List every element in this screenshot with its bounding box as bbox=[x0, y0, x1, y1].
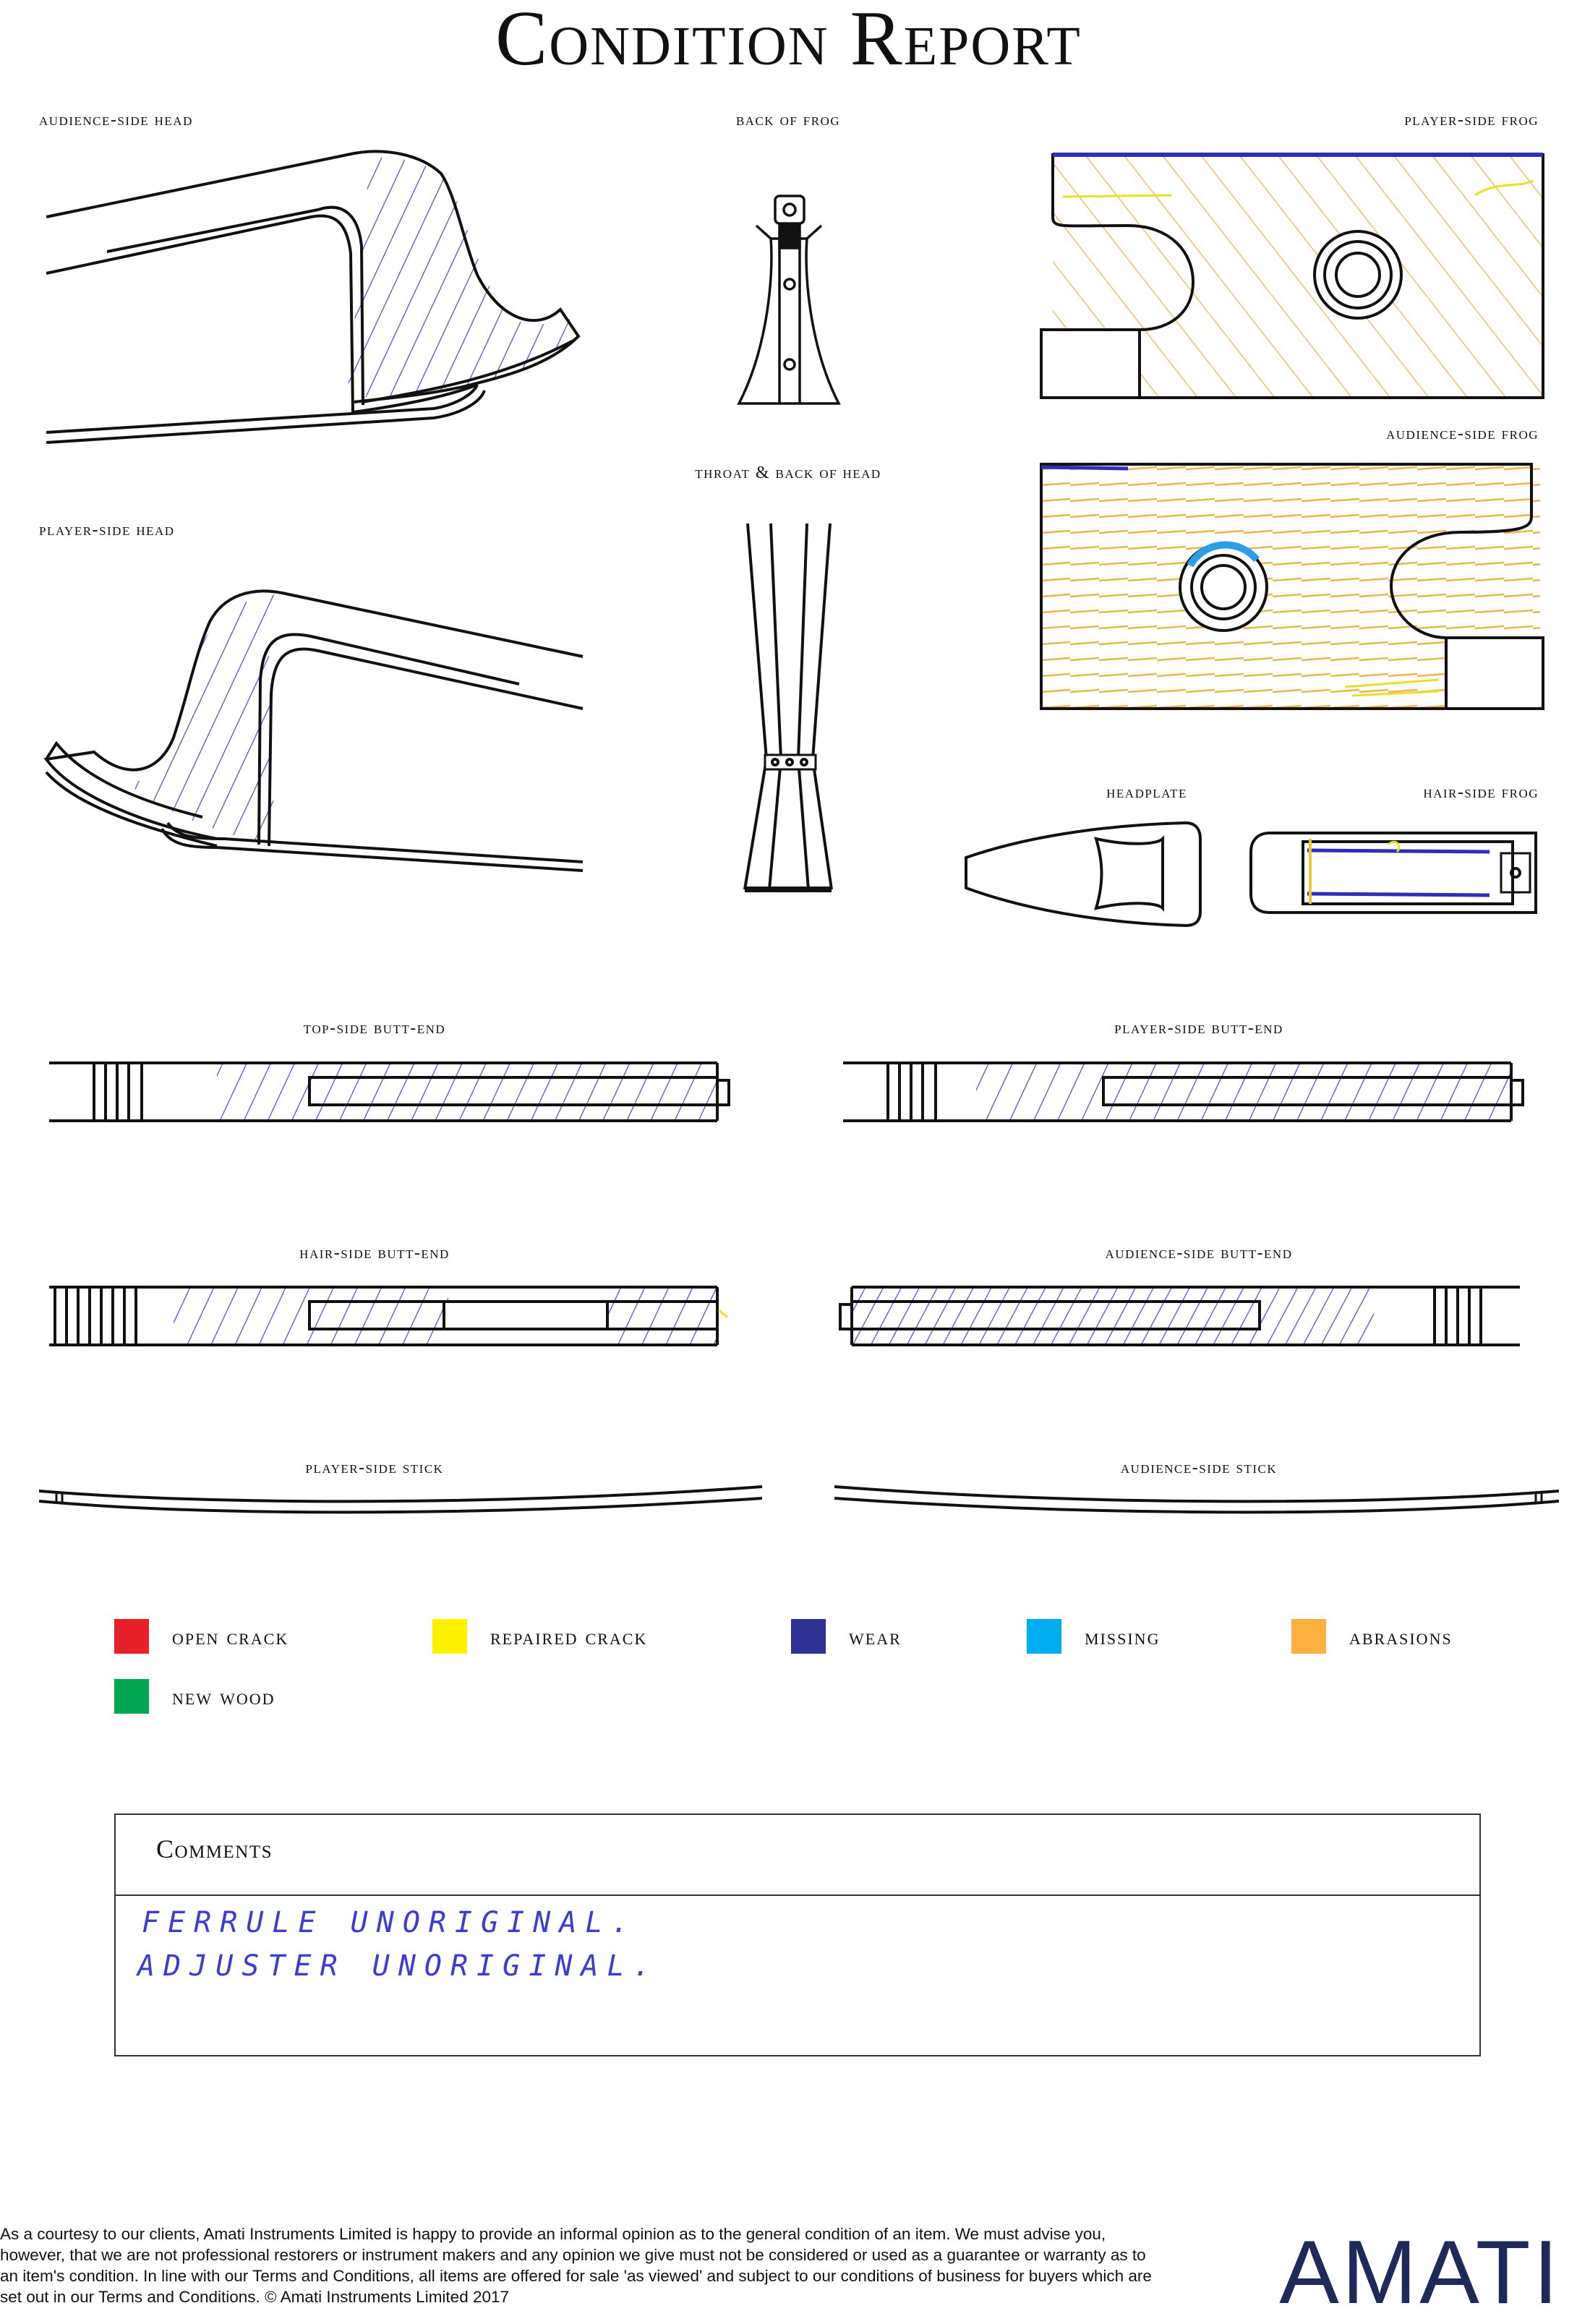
legend-label: missing bbox=[1085, 1623, 1161, 1649]
legend-label: wear bbox=[849, 1623, 902, 1649]
top-side-butt-end-drawing bbox=[49, 1063, 729, 1121]
legend-swatch-new-wood bbox=[114, 1679, 149, 1714]
label-player-side-frog: player-side frog bbox=[1404, 111, 1539, 129]
comments-header bbox=[116, 1815, 1479, 1896]
legend-label: open crack bbox=[172, 1623, 289, 1649]
legend-swatch-wear bbox=[791, 1619, 826, 1654]
audience-side-frog-drawing bbox=[1041, 464, 1543, 709]
legend-label: abrasions bbox=[1349, 1623, 1453, 1649]
label-audience-side-frog: audience-side frog bbox=[1386, 424, 1539, 443]
legend-label: new wood bbox=[172, 1683, 275, 1709]
label-hair-side-frog: hair-side frog bbox=[1423, 783, 1539, 802]
audience-side-butt-end-drawing bbox=[840, 1287, 1520, 1345]
label-audience-side-stick: audience-side stick bbox=[1120, 1458, 1278, 1477]
comment-line: ADJUSTER UNORIGINAL. bbox=[137, 1949, 659, 1983]
player-side-butt-end-drawing bbox=[843, 1063, 1523, 1121]
label-audience-side-butt-end: audience-side butt-end bbox=[1105, 1244, 1293, 1263]
label-throat-back-of-head: throat & back of head bbox=[695, 463, 881, 482]
legend-item-repaired-crack bbox=[432, 1619, 647, 1654]
legend-swatch-open-crack bbox=[114, 1619, 149, 1654]
player-side-stick-drawing bbox=[39, 1487, 762, 1512]
legend-swatch-missing bbox=[1027, 1619, 1061, 1654]
headplate-drawing bbox=[966, 823, 1200, 926]
legend-item-wear bbox=[791, 1619, 902, 1654]
back-of-frog-drawing bbox=[739, 196, 839, 403]
comments-box bbox=[114, 1814, 1481, 2056]
page-title: Condition Report bbox=[495, 0, 1082, 82]
label-player-side-stick: player-side stick bbox=[305, 1458, 444, 1477]
label-top-side-butt-end: top-side butt-end bbox=[303, 1019, 446, 1038]
audience-side-head-drawing bbox=[46, 151, 578, 443]
label-back-of-frog: back of frog bbox=[735, 111, 841, 129]
throat-back-of-head-drawing bbox=[745, 524, 832, 889]
legend-label: repaired crack bbox=[490, 1623, 648, 1649]
label-audience-side-head: audience-side head bbox=[39, 111, 193, 129]
legend-item-missing bbox=[1027, 1619, 1160, 1654]
label-hair-side-butt-end: hair-side butt-end bbox=[299, 1244, 450, 1263]
legend-swatch-repaired-crack bbox=[432, 1619, 467, 1654]
comments-title: Comments bbox=[156, 1834, 273, 1863]
legend-item-new-wood bbox=[114, 1679, 275, 1714]
audience-side-stick-drawing bbox=[834, 1487, 1559, 1512]
legend-item-open-crack bbox=[114, 1619, 289, 1654]
hair-side-butt-end-drawing bbox=[49, 1287, 727, 1345]
hair-side-frog-drawing bbox=[1251, 833, 1536, 913]
legend-swatch-abrasions bbox=[1291, 1619, 1326, 1654]
player-side-frog-drawing bbox=[1041, 155, 1543, 398]
label-player-side-head: player-side head bbox=[39, 521, 175, 539]
label-headplate: headplate bbox=[1106, 783, 1187, 802]
brand-logo: AMATI bbox=[1279, 2223, 1561, 2323]
comment-line: FERRULE UNORIGINAL. bbox=[142, 1906, 638, 1939]
label-player-side-butt-end: player-side butt-end bbox=[1114, 1019, 1283, 1038]
player-side-head-drawing bbox=[46, 591, 583, 871]
legend-item-abrasions bbox=[1291, 1619, 1453, 1654]
disclaimer-text: As a courtesy to our clients, Amati Instruments Limited is happy to provide an informal opinion as to the general condition of an item. We must advise you, however, that we are not professional restorers or instrument makers and any opinion we give must not be considered or used as a guarantee or warranty as to an item's condition. In line with our Terms and Conditions, all items are offered for sale 'as viewed' and subject to our conditions of business for buyers which are set out in our Terms and Conditions. © Amati Instruments Limited 2017 bbox=[0, 2225, 1152, 2306]
